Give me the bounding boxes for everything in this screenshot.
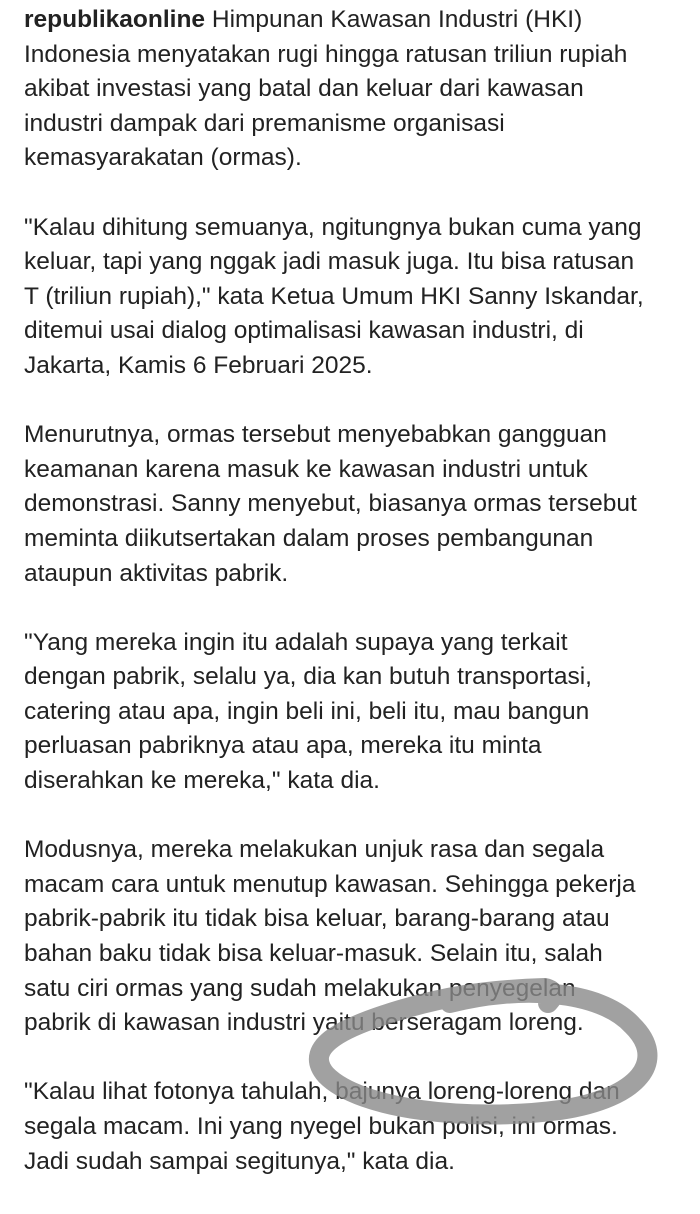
caption-line: demonstrasi. Sanny menyebut, biasanya ormas tersebut <box>24 490 637 518</box>
caption-line: ataupun aktivitas pabrik. <box>24 559 289 587</box>
caption-paragraph <box>24 418 644 591</box>
caption-paragraph <box>24 1075 644 1179</box>
caption-line: Menurutnya, ormas tersebut menyebabkan gangguan <box>24 421 607 449</box>
caption-paragraph <box>24 833 644 1041</box>
caption-line: dengan pabrik, selalu ya, dia kan butuh transportasi, <box>24 663 592 691</box>
caption-line: Jakarta, Kamis 6 Februari 2025. <box>24 351 373 379</box>
caption-line: catering atau apa, ingin beli ini, beli itu, mau bangun <box>24 697 590 725</box>
caption-line: T (triliun rupiah)," kata Ketua Umum HKI Sanny Iskandar, <box>24 282 644 310</box>
caption-line: Indonesia menyatakan rugi hingga ratusan triliun rupiah <box>24 40 628 68</box>
username-link[interactable]: republikaonline <box>24 6 206 33</box>
caption-line: diserahkan ke mereka," kata dia. <box>24 767 380 795</box>
caption-line: meminta diikutsertakan dalam proses pembangunan <box>24 524 594 552</box>
caption-line: keamanan karena masuk ke kawasan industri untuk <box>24 455 588 483</box>
caption-paragraph <box>24 626 644 799</box>
caption-line: bahan baku tidak bisa keluar-masuk. Selain itu, salah <box>24 940 603 968</box>
caption-line: "Kalau dihitung semuanya, ngitungnya bukan cuma yang <box>24 213 642 241</box>
caption-line: "Kalau lihat fotonya tahulah, bajunya loreng-loreng dan <box>24 1078 620 1106</box>
caption-line: ditemui usai dialog optimalisasi kawasan industri, di <box>24 317 584 345</box>
caption-line: "Yang mereka ingin itu adalah supaya yang terkait <box>24 628 568 656</box>
caption-line: keluar, tapi yang nggak jadi masuk juga. Itu bisa ratusan <box>24 248 635 276</box>
caption-line: Modusnya, mereka melakukan unjuk rasa dan segala <box>24 836 605 864</box>
caption-line: satu ciri ormas yang sudah melakukan penyegelan <box>24 974 576 1002</box>
caption-line: akibat investasi yang batal dan keluar dari kawasan <box>24 75 584 103</box>
caption-line: segala macam. Ini yang nyegel bukan polisi, ini ormas. <box>24 1113 618 1140</box>
caption-text: Himpunan Kawasan Industri (HKI) <box>205 6 583 33</box>
caption-line: pabrik di kawasan industri yaitu berseragam loreng. <box>24 1009 584 1037</box>
caption-line: macam cara untuk menutup kawasan. Sehingga pekerja <box>24 870 636 898</box>
caption-line <box>24 3 644 38</box>
caption-paragraph <box>24 3 644 176</box>
caption-line: kemasyarakatan (ormas). <box>24 144 302 172</box>
caption-line: pabrik-pabrik itu tidak bisa keluar, barang-barang atau <box>24 905 610 933</box>
caption-line: Jadi sudah sampai segitunya," kata dia. <box>24 1147 455 1175</box>
post-caption <box>24 3 644 1214</box>
caption-line: industri dampak dari premanisme organisasi <box>24 109 505 137</box>
caption-paragraph <box>24 211 644 384</box>
caption-line: perluasan pabriknya atau apa, mereka itu minta <box>24 732 542 760</box>
